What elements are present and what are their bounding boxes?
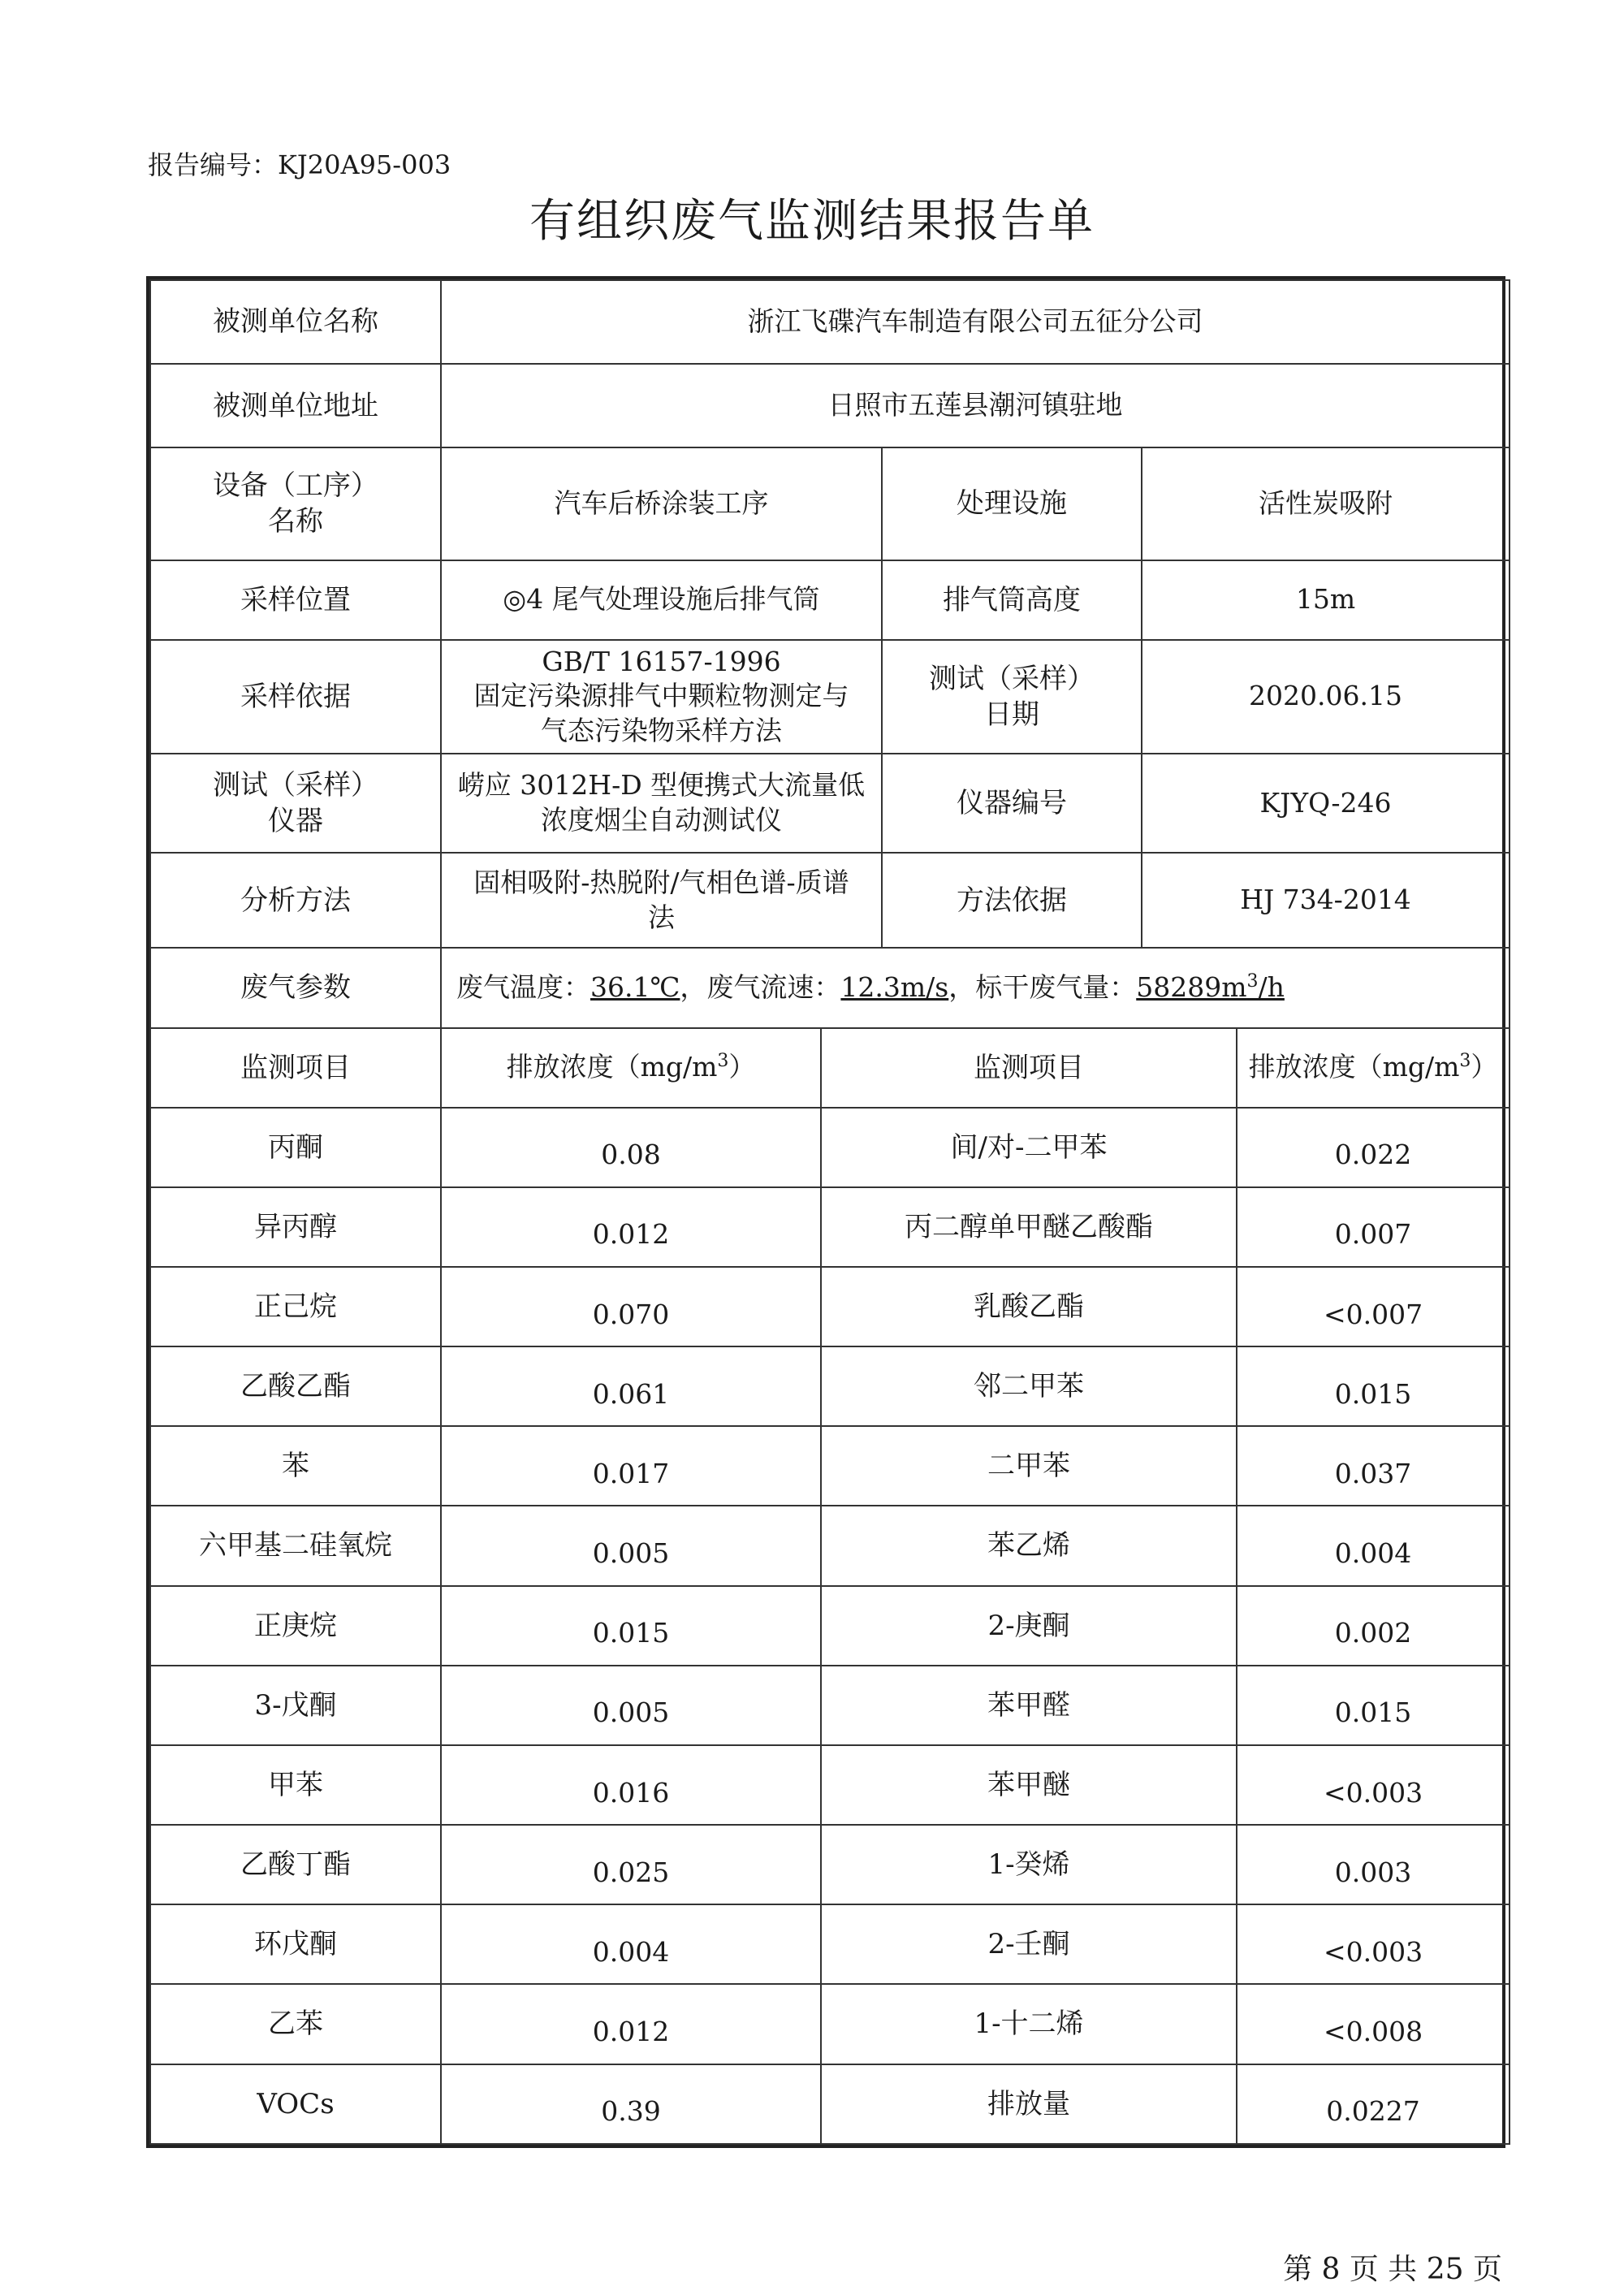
sampling-date-label: 测试（采样） 日期 — [882, 640, 1142, 754]
table-row — [150, 2064, 1510, 2144]
item-name-right: 二甲苯 — [821, 1426, 1237, 1506]
item-value-left: 0.017 — [441, 1426, 821, 1506]
item-name-right: 乳酸乙酯 — [821, 1267, 1237, 1346]
analysis-method-value: 固相吸附-热脱附/气相色谱-质谱 法 — [441, 853, 882, 948]
concentration-header-left: 排放浓度$(mg/m^3)$ — [441, 1028, 821, 1108]
item-value-right: 0.002 — [1237, 1586, 1510, 1666]
item-name-right: 苯甲醛 — [821, 1666, 1237, 1745]
item-value-left: 0.012 — [441, 1187, 821, 1267]
table-row — [150, 1506, 1510, 1585]
item-name-left: 丙酮 — [150, 1108, 441, 1187]
item-value-right: 0.037 — [1237, 1426, 1510, 1506]
item-name-right: 1-癸烯 — [821, 1825, 1237, 1904]
item-value-right: <0.007 — [1237, 1267, 1510, 1346]
item-value-left: 0.070 — [441, 1267, 821, 1346]
monitor-item-header-right: 监测项目 — [821, 1028, 1237, 1108]
item-name-right: 间/对-二甲苯 — [821, 1108, 1237, 1187]
item-name-right: 苯乙烯 — [821, 1506, 1237, 1585]
table-row — [150, 1825, 1510, 1904]
instrument-value: 崂应 3012H-D 型便携式大流量低 浓度烟尘自动测试仪 — [441, 754, 882, 853]
table-row — [150, 1346, 1510, 1426]
item-name-right: 邻二甲苯 — [821, 1346, 1237, 1426]
sampling-position-label: 采样位置 — [150, 560, 441, 640]
item-value-right: 0.015 — [1237, 1666, 1510, 1745]
report-table-frame — [146, 276, 1505, 2148]
equipment-value: 汽车后桥涂装工序 — [441, 447, 882, 560]
item-name-right: 苯甲醚 — [821, 1745, 1237, 1825]
method-basis-value: HJ 734-2014 — [1142, 853, 1510, 948]
item-value-left: 0.005 — [441, 1666, 821, 1745]
item-value-left: 0.004 — [441, 1904, 821, 1984]
equipment-label: 设备（工序） 名称 — [150, 447, 441, 560]
page-number: 第 8 页 共 25 页 — [1283, 2253, 1502, 2286]
item-value-right: <0.003 — [1237, 1745, 1510, 1825]
instrument-number-label: 仪器编号 — [882, 754, 1142, 853]
gas-parameters-label: 废气参数 — [150, 948, 441, 1027]
stack-height-value: 15m — [1142, 560, 1510, 640]
item-name-left: 苯 — [150, 1426, 441, 1506]
item-value-left: 0.016 — [441, 1745, 821, 1825]
sampling-basis-row — [150, 640, 1510, 754]
table-row — [150, 1745, 1510, 1825]
table-row — [150, 1267, 1510, 1346]
item-name-left: 环戊酮 — [150, 1904, 441, 1984]
item-value-right: 0.004 — [1237, 1506, 1510, 1585]
treatment-value: 活性炭吸附 — [1142, 447, 1510, 560]
item-name-left: 甲苯 — [150, 1745, 441, 1825]
item-value-left: 0.015 — [441, 1586, 821, 1666]
item-name-right: 2-庚酮 — [821, 1586, 1237, 1666]
unit-address-row — [150, 364, 1510, 447]
item-value-right: 0.0227 — [1237, 2064, 1510, 2144]
unit-address-label: 被测单位地址 — [150, 364, 441, 447]
analysis-method-row — [150, 853, 1510, 948]
item-name-left: 3-戊酮 — [150, 1666, 441, 1745]
equipment-row — [150, 447, 1510, 560]
instrument-row — [150, 754, 1510, 853]
sampling-position-row — [150, 560, 1510, 640]
item-value-left: 0.08 — [441, 1108, 821, 1187]
item-name-right: 1-十二烯 — [821, 1984, 1237, 2064]
instrument-number-value: KJYQ-246 — [1142, 754, 1510, 853]
table-row — [150, 1904, 1510, 1984]
sampling-basis-label: 采样依据 — [150, 640, 441, 754]
item-name-left: 正庚烷 — [150, 1586, 441, 1666]
method-basis-label: 方法依据 — [882, 853, 1142, 948]
unit-name-label: 被测单位名称 — [150, 280, 441, 364]
item-name-right: 2-壬酮 — [821, 1904, 1237, 1984]
table-row — [150, 1187, 1510, 1267]
unit-name-value: 浙江飞碟汽车制造有限公司五征分公司 — [441, 280, 1510, 364]
report-number: 报告编号：KJ20A95-003 — [148, 149, 451, 180]
item-value-left: 0.025 — [441, 1825, 821, 1904]
item-value-right: 0.015 — [1237, 1346, 1510, 1426]
concentration-header-right: 排放浓度$(mg/m^3)$ — [1237, 1028, 1510, 1108]
table-row — [150, 1426, 1510, 1506]
item-value-right: <0.008 — [1237, 1984, 1510, 2064]
sampling-basis-value: GB/T 16157-1996 固定污染源排气中颗粒物测定与 气态污染物采样方法 — [441, 640, 882, 754]
item-name-left: 异丙醇 — [150, 1187, 441, 1267]
gas-parameters-row — [150, 948, 1510, 1027]
table-row — [150, 1666, 1510, 1745]
item-value-right: <0.003 — [1237, 1904, 1510, 1984]
analysis-method-label: 分析方法 — [150, 853, 441, 948]
report-table — [149, 279, 1510, 2145]
unit-name-row — [150, 280, 1510, 364]
item-name-right: 丙二醇单甲醚乙酸酯 — [821, 1187, 1237, 1267]
item-value-left: 0.005 — [441, 1506, 821, 1585]
item-value-left: 0.012 — [441, 1984, 821, 2064]
results-header-row — [150, 1028, 1510, 1108]
item-name-left: 乙苯 — [150, 1984, 441, 2064]
monitor-item-header-left: 监测项目 — [150, 1028, 441, 1108]
item-value-left: 0.39 — [441, 2064, 821, 2144]
table-row — [150, 1108, 1510, 1187]
unit-address-value: 日照市五莲县潮河镇驻地 — [441, 364, 1510, 447]
table-row — [150, 1586, 1510, 1666]
table-row — [150, 1984, 1510, 2064]
item-name-left: 正己烷 — [150, 1267, 441, 1346]
item-value-left: 0.061 — [441, 1346, 821, 1426]
sampling-position-value: ◎4 尾气处理设施后排气筒 — [441, 560, 882, 640]
item-name-left: 六甲基二硅氧烷 — [150, 1506, 441, 1585]
item-name-left: VOCs — [150, 2064, 441, 2144]
item-value-right: 0.003 — [1237, 1825, 1510, 1904]
item-value-right: 0.007 — [1237, 1187, 1510, 1267]
item-name-left: 乙酸乙酯 — [150, 1346, 441, 1426]
gas-parameters-value: 废气温度：36.1℃，废气流速：12.3m/s，标干废气量：$58289m^3/h$ — [441, 948, 1510, 1027]
item-name-left: 乙酸丁酯 — [150, 1825, 441, 1904]
item-value-right: 0.022 — [1237, 1108, 1510, 1187]
sampling-date-value: 2020.06.15 — [1142, 640, 1510, 754]
report-title: 有组织废气监测结果报告单 — [529, 195, 1095, 248]
item-name-right: 排放量 — [821, 2064, 1237, 2144]
stack-height-label: 排气筒高度 — [882, 560, 1142, 640]
instrument-label: 测试（采样） 仪器 — [150, 754, 441, 853]
treatment-label: 处理设施 — [882, 447, 1142, 560]
